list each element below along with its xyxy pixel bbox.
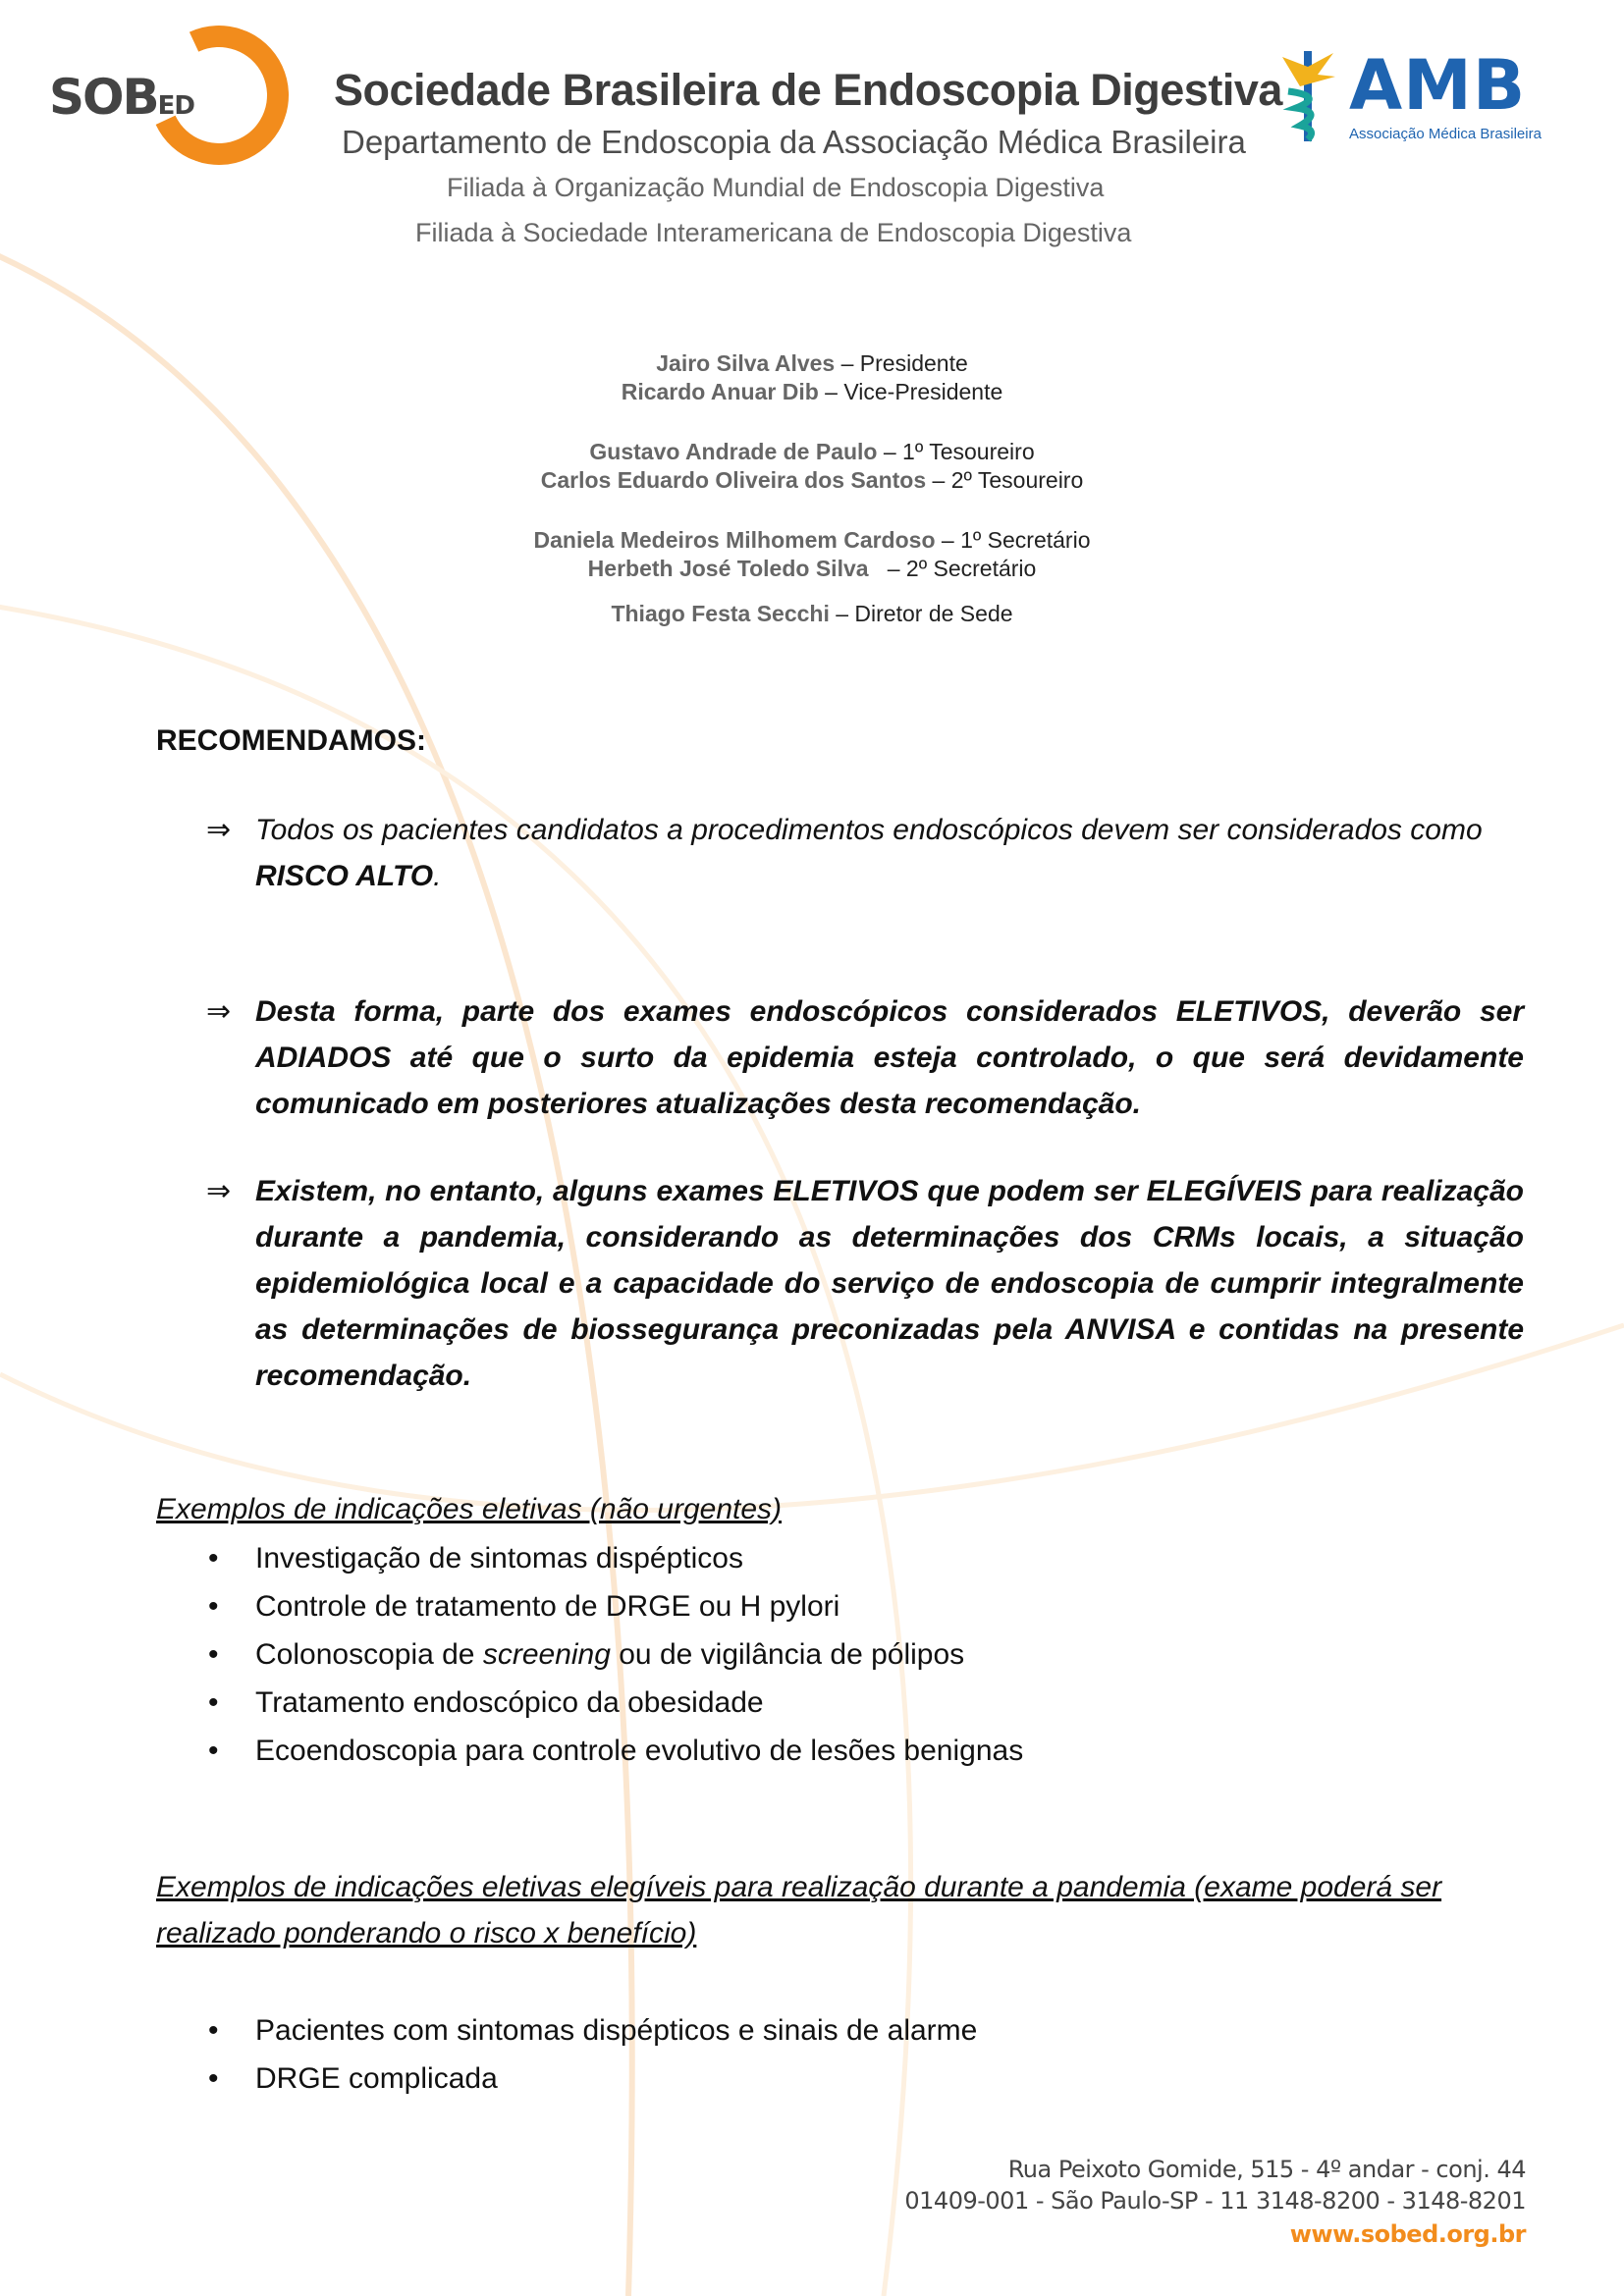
recommendation-3: ⇒ Existem, no entanto, alguns exames ELETIVOS que podem ser ELEGÍVEIS para realização durante a pandemia, considerando as determinações dos CRMs locais, a situação epidemiológica local e a capacidade do serviço de endoscopia de cumprir integralmente as determinações de biossegurança preconizadas pela ANVISA e contidas na presente recomendação.: [206, 1168, 1524, 1399]
footer-website: www.sobed.org.br: [1289, 2220, 1526, 2248]
arrow-icon: ⇒: [206, 814, 232, 846]
amb-logo: [1278, 45, 1542, 155]
list-item: • Pacientes com sintomas dispépticos e sinais de alarme: [208, 2014, 978, 2047]
amb-logo-subtitle: Associação Médica Brasileira: [1349, 126, 1542, 142]
board-member: Gustavo Andrade de Paulo – 1º Tesoureiro: [589, 439, 1035, 464]
section-title-elective: Exemplos de indicações eletivas (não urgentes): [156, 1493, 783, 1525]
board-member: Herbeth José Toledo Silva – 2º Secretário: [587, 556, 1037, 581]
list-item: • Tratamento endoscópico da obesidade: [208, 1686, 764, 1719]
sobed-logo-text: SOBED: [49, 69, 194, 126]
section-title-eligible: Exemplos de indicações eletivas elegíveis para realização durante a pandemia (exame poderá ser realizado ponderando o risco x benefício): [156, 1871, 1442, 1949]
eligible-list: [206, 2006, 977, 2103]
org-department: Departamento de Endoscopia da Associação Médica Brasileira: [342, 124, 1246, 160]
list-item: • DRGE complicada: [208, 2062, 498, 2095]
board-member: Carlos Eduardo Oliveira dos Santos – 2º Tesoureiro: [540, 467, 1084, 493]
list-item: • Investigação de sintomas dispépticos: [208, 1542, 743, 1575]
footer-city-phone: 01409-001 - São Paulo-SP - 11 3148-8200 - 3148-8201: [904, 2187, 1526, 2215]
elective-list: [206, 1534, 1023, 1775]
recommendation-1: ⇒ Todos os pacientes candidatos a procedimentos endoscópicos devem ser considerados como RISCO ALTO.: [206, 807, 1524, 899]
board-member: Jairo Silva Alves – Presidente: [656, 350, 968, 376]
org-title: Sociedade Brasileira de Endoscopia Digestiva: [334, 65, 1282, 115]
arrow-icon: ⇒: [206, 1175, 232, 1207]
list-item: • Controle de tratamento de DRGE ou H pylori: [208, 1590, 840, 1623]
list-item: • Colonoscopia de screening ou de vigilância de pólipos: [208, 1638, 965, 1671]
board-member: Thiago Festa Secchi – Diretor de Sede: [611, 601, 1013, 626]
arrow-icon: ⇒: [206, 995, 232, 1028]
footer-address: Rua Peixoto Gomide, 515 - 4º andar - conj. 44: [1007, 2156, 1526, 2183]
sobed-logo: [49, 20, 297, 172]
amb-logo-text: AMB: [1349, 45, 1527, 126]
caduceus-icon: [1278, 47, 1339, 145]
recommendation-heading: RECOMENDAMOS:: [156, 724, 426, 757]
affiliation-line-1: Filiada à Organização Mundial de Endoscopia Digestiva: [447, 173, 1105, 202]
board-member: Ricardo Anuar Dib – Vice-Presidente: [621, 379, 1003, 404]
board-member: Daniela Medeiros Milhomem Cardoso – 1º Secretário: [533, 527, 1091, 553]
recommendation-2: ⇒ Desta forma, parte dos exames endoscópicos considerados ELETIVOS, deverão ser ADIADOS até que o surto da epidemia esteja controlado, o que será devidamente comunicado em posteriores atualizações desta recomendação.: [206, 988, 1524, 1127]
list-item: • Ecoendoscopia para controle evolutivo de lesões benignas: [208, 1735, 1024, 1767]
affiliation-line-2: Filiada à Sociedade Interamericana de Endoscopia Digestiva: [415, 218, 1132, 247]
